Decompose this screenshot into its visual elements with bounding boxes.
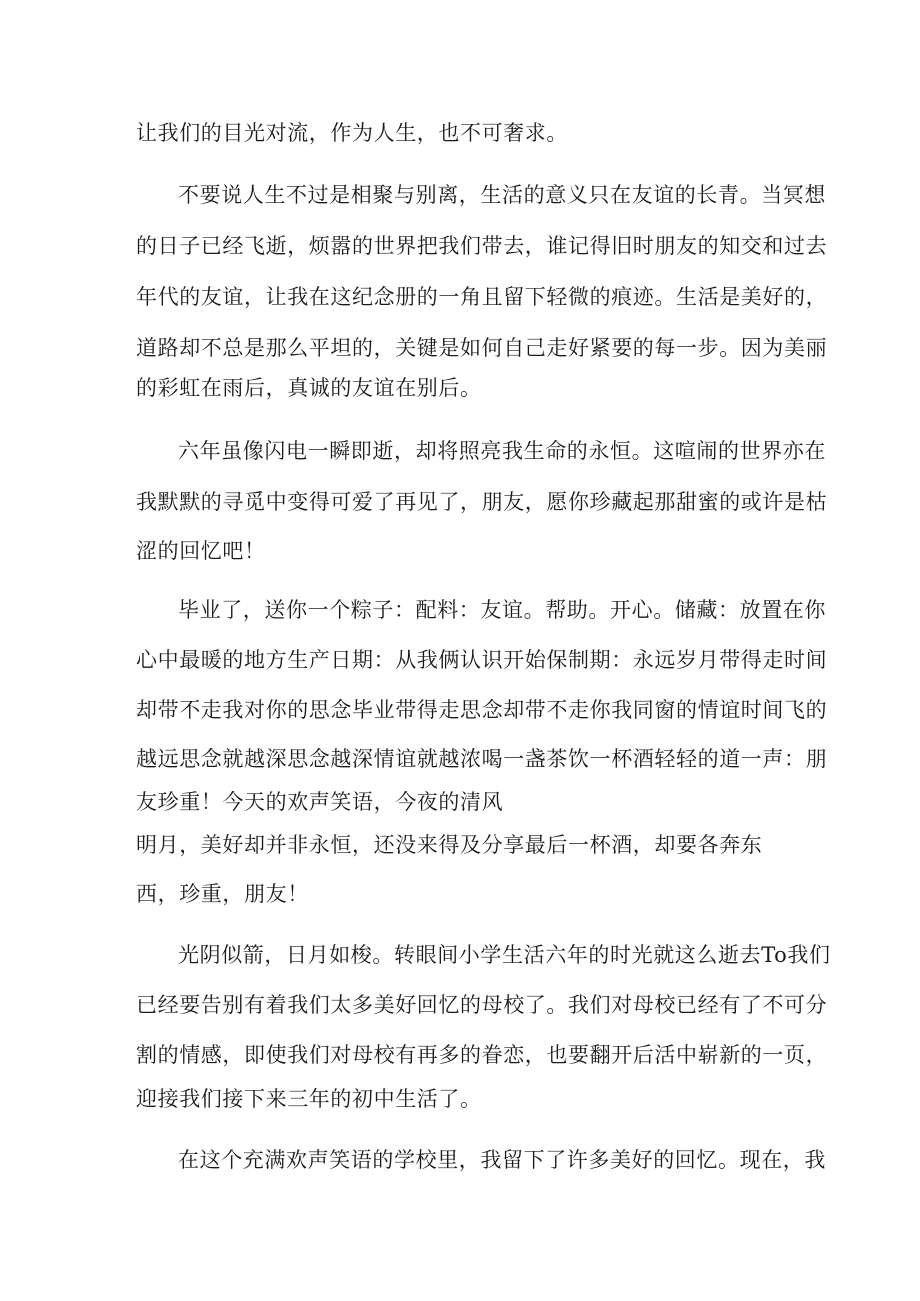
text-line-5: 道路却不总是那么平坦的，关键是如何自己走好紧要的每一步。因为美丽 [136,336,828,360]
text-line-16: 西，珍重，朋友！ [136,882,309,906]
text-line-13: 越远思念就越深思念越深情谊就越浓喝一盏茶饮一杯酒轻轻的道一声：朋 [136,747,828,771]
text-line-1: 让我们的目光对流，作为人生，也不可奢求。 [136,121,568,145]
text-line-8: 我默默的寻觅中变得可爱了再见了，朋友，愿你珍藏起那甜蜜的或许是枯 [136,490,828,514]
text-line-19: 割的情感，即使我们对母校有再多的眷恋，也要翻开后活中崭新的一页， [136,1043,828,1067]
text-line-18: 已经要告别有着我们太多美好回忆的母校了。我们对母校已经有了不可分 [136,993,828,1017]
text-line-9: 涩的回忆吧！ [136,539,266,563]
text-line-15: 明月，美好却并非永恒，还没来得及分享最后一杯酒，却要各奔东 [136,833,763,857]
text-line-12: 却带不走我对你的思念毕业带得走思念却带不走你我同窗的情谊时间飞的 [136,698,828,722]
text-line-6: 的彩虹在雨后，真诚的友谊在别后。 [136,376,482,400]
text-line-17: 光阴似箭，日月如梭。转眼间小学生活六年的时光就这么逝去To我们 [178,943,831,967]
text-line-11: 心中最暖的地方生产日期：从我俩认识开始保制期：永远岁月带得走时间 [136,648,828,672]
text-line-3: 的日子已经飞逝，烦嚣的世界把我们带去，谁记得旧时朋友的知交和过去 [136,234,828,258]
text-line-7: 六年虽像闪电一瞬即逝，却将照亮我生命的永恒。这喧闹的世界亦在 [178,439,826,463]
text-line-20: 迎接我们接下来三年的初中生活了。 [136,1087,482,1111]
text-line-4: 年代的友谊，让我在这纪念册的一角且留下轻微的痕迹。生活是美好的， [136,285,828,309]
text-line-2: 不要说人生不过是相聚与别离，生活的意义只在友谊的长青。当冥想 [178,183,826,207]
text-line-10: 毕业了，送你一个粽子：配料：友谊。帮助。开心。储藏：放置在你 [178,598,826,622]
text-line-21: 在这个充满欢声笑语的学校里，我留下了许多美好的回忆。现在，我 [178,1148,826,1172]
text-line-14: 友珍重！今天的欢声笑语，今夜的清风 [136,790,504,814]
